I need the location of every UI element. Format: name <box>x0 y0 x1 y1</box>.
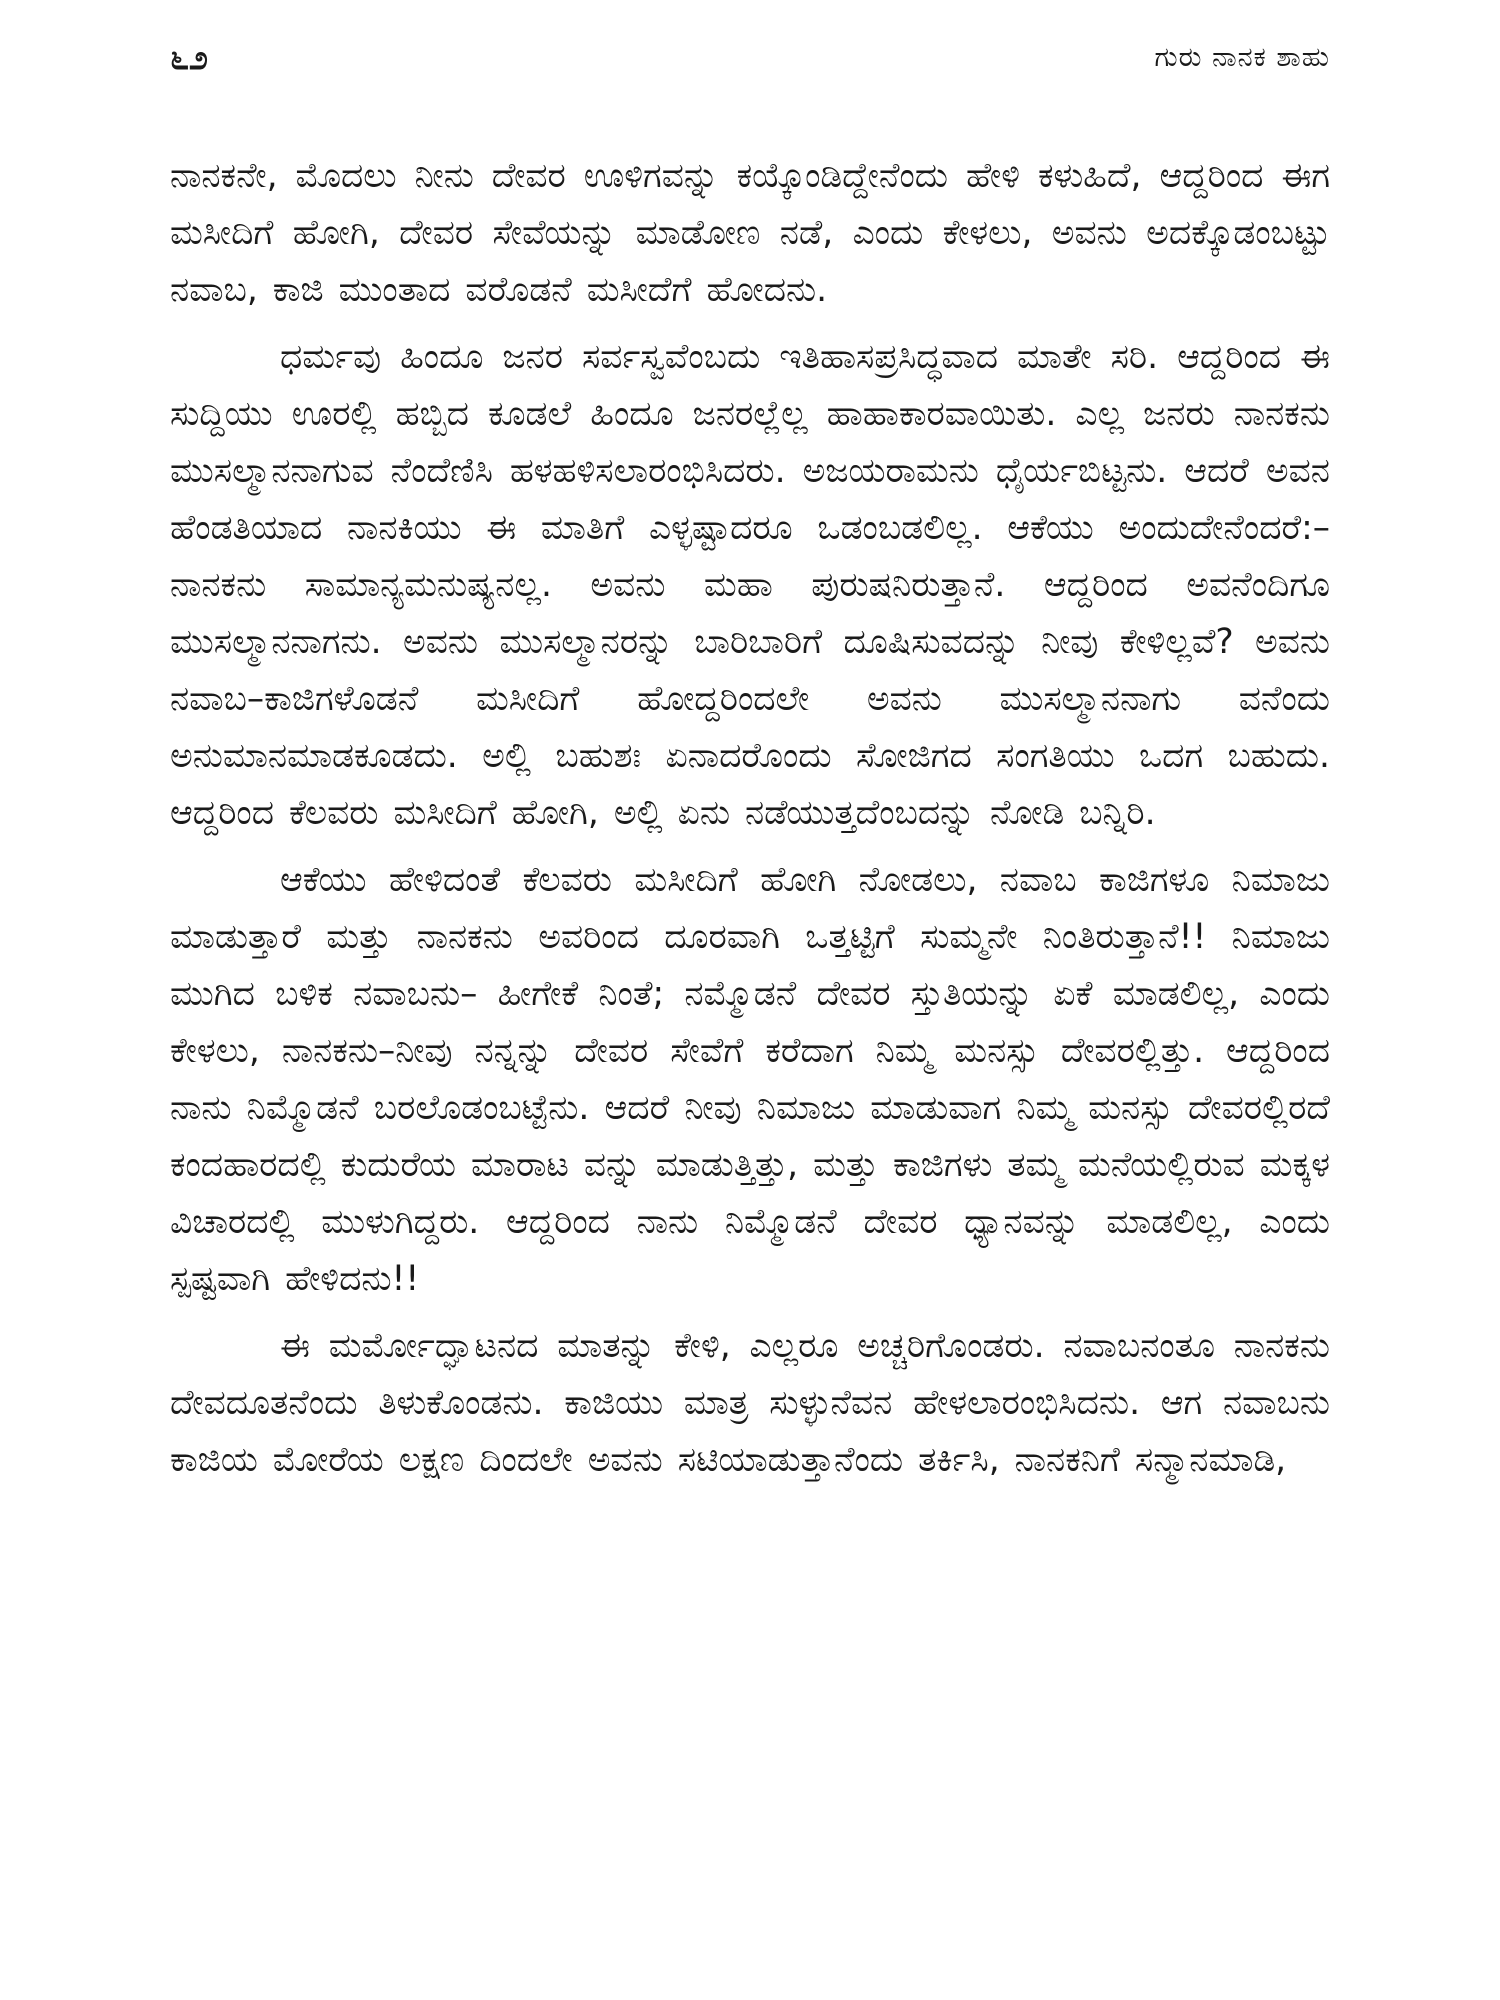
page-number: ೬೨ <box>170 38 209 78</box>
paragraph-4: ಈ ಮರ್ಮೋದ್ಘಾಟನದ ಮಾತನ್ನು ಕೇಳಿ, ಎಲ್ಲರೂ ಅಚ್ಚರಿಗೊಂಡರು. ನವಾಬನಂತೂ ನಾನಕನು ದೇವದೂತನೆಂದು ತಿಳುಕೊಂಡನು. ಕಾಜಿಯು ಮಾತ್ರ ಸುಳ್ಳುನೆವನ ಹೇಳಲಾರಂಭಿಸಿದನು. ಆಗ ನವಾಬನು ಕಾಜಿಯ ಮೋರೆಯ ಲಕ್ಷಣ ದಿಂದಲೇ ಅವನು ಸಟಿಯಾಡುತ್ತಾನೆಂದು ತರ್ಕಿಸಿ, ನಾನಕನಿಗೆ ಸನ್ಮಾನಮಾಡಿ, <box>170 1326 1330 1480</box>
paragraph-2: ಧರ್ಮವು ಹಿಂದೂ ಜನರ ಸರ್ವಸ್ವವೆಂಬದು ಇತಿಹಾಸಪ್ರಸಿದ್ಧವಾದ ಮಾತೇ ಸರಿ. ಆದ್ದರಿಂದ ಈ ಸುದ್ದಿಯು ಊರಲ್ಲಿ ಹಬ್ಬಿದ ಕೂಡಲೆ ಹಿಂದೂ ಜನರಲ್ಲೆಲ್ಲ ಹಾಹಾಕಾರವಾಯಿತು. ಎಲ್ಲ ಜನರು ನಾನಕನು ಮುಸಲ್ಮಾನನಾಗುವ ನೆಂದೆಣಿಸಿ ಹಳಹಳಿಸಲಾರಂಭಿಸಿದರು. ಅಜಯರಾಮನು ಧೈರ್ಯಬಿಟ್ಟನು. ಆದರೆ ಅವನ ಹೆಂಡತಿಯಾದ ನಾನಕಿಯು ಈ ಮಾತಿಗೆ ಎಳ್ಳಷ್ಟಾದರೂ ಒಡಂಬಡಲಿಲ್ಲ. ಆಕೆಯು ಅಂದುದೇನೆಂದರೆ:– ನಾನಕನು ಸಾಮಾನ್ಯಮನುಷ್ಯನಲ್ಲ. ಅವನು ಮಹಾ ಪುರುಷನಿರುತ್ತಾನೆ. ಆದ್ದರಿಂದ ಅವನೆಂದಿಗೂ ಮುಸಲ್ಮಾನನಾಗನು. ಅವನು ಮುಸಲ್ಮಾನರನ್ನು ಬಾರಿಬಾರಿಗೆ ದೂಷಿಸುವದನ್ನು ನೀವು ಕೇಳಿಲ್ಲವೆ? ಅವನು ನವಾಬ–ಕಾಜಿಗಳೊಡನೆ ಮಸೀದಿಗೆ ಹೋದ್ದರಿಂದಲೇ ಅವನು ಮುಸಲ್ಮಾನನಾಗು ವನೆಂದು ಅನುಮಾನಮಾಡಕೂಡದು. ಅಲ್ಲಿ ಬಹುಶಃ ಏನಾದರೊಂದು ಸೋಜಿಗದ ಸಂಗತಿಯು ಒದಗ ಬಹುದು. ಆದ್ದರಿಂದ ಕೆಲವರು ಮಸೀದಿಗೆ ಹೋಗಿ, ಅಲ್ಲಿ ಏನು ನಡೆಯುತ್ತದೆಂಬದನ್ನು ನೋಡಿ ಬನ್ನಿರಿ. <box>170 337 1330 833</box>
paragraph-3: ಆಕೆಯು ಹೇಳಿದಂತೆ ಕೆಲವರು ಮಸೀದಿಗೆ ಹೋಗಿ ನೋಡಲು, ನವಾಬ ಕಾಜಿಗಳೂ ನಿಮಾಜು ಮಾಡುತ್ತಾರೆ ಮತ್ತು ನಾನಕನು ಅವರಿಂದ ದೂರವಾಗಿ ಒತ್ತಟ್ಟಿಗೆ ಸುಮ್ಮನೇ ನಿಂತಿರುತ್ತಾನೆ!! ನಿಮಾಜು ಮುಗಿದ ಬಳಿಕ ನವಾಬನು– ಹೀಗೇಕೆ ನಿಂತೆ; ನಮ್ಮೊಡನೆ ದೇವರ ಸ್ತುತಿಯನ್ನು ಏಕೆ ಮಾಡಲಿಲ್ಲ, ಎಂದು ಕೇಳಲು, ನಾನಕನು–ನೀವು ನನ್ನನ್ನು ದೇವರ ಸೇವೆಗೆ ಕರೆದಾಗ ನಿಮ್ಮ ಮನಸ್ಸು ದೇವರಲ್ಲಿತ್ತು. ಆದ್ದರಿಂದ ನಾನು ನಿಮ್ಮೊಡನೆ ಬರಲೊಡಂಬಟ್ಟೆನು. ಆದರೆ ನೀವು ನಿಮಾಜು ಮಾಡುವಾಗ ನಿಮ್ಮ ಮನಸ್ಸು ದೇವರಲ್ಲಿರದೆ ಕಂದಹಾರದಲ್ಲಿ ಕುದುರೆಯ ಮಾರಾಟ ವನ್ನು ಮಾಡುತ್ತಿತ್ತು, ಮತ್ತು ಕಾಜಿಗಳು ತಮ್ಮ ಮನೆಯಲ್ಲಿರುವ ಮಕ್ಕಳ ವಿಚಾರದಲ್ಲಿ ಮುಳುಗಿದ್ದರು. ಆದ್ದರಿಂದ ನಾನು ನಿಮ್ಮೊಡನೆ ದೇವರ ಧ್ಯಾನವನ್ನು ಮಾಡಲಿಲ್ಲ, ಎಂದು ಸ್ಪಷ್ಟವಾಗಿ ಹೇಳಿದನು!! <box>170 860 1330 1299</box>
paragraph-1: ನಾನಕನೇ, ಮೊದಲು ನೀನು ದೇವರ ಊಳಿಗವನ್ನು ಕಯ್ಕೊಂಡಿದ್ದೇನೆಂದು ಹೇಳಿ ಕಳುಹಿದೆ, ಆದ್ದರಿಂದ ಈಗ ಮಸೀದಿಗೆ ಹೋಗಿ, ದೇವರ ಸೇವೆಯನ್ನು ಮಾಡೋಣ ನಡೆ, ಎಂದು ಕೇಳಲು, ಅವನು ಅದಕ್ಕೊಡಂಬಟ್ಟು ನವಾಬ, ಕಾಜಿ ಮುಂತಾದ ವರೊಡನೆ ಮಸೀದೆಗೆ ಹೋದನು. <box>170 156 1330 310</box>
body-text <box>170 148 1330 1499</box>
page-header <box>170 38 1330 78</box>
running-title: ಗುರು ನಾನಕ ಶಾಹು <box>1154 42 1330 73</box>
